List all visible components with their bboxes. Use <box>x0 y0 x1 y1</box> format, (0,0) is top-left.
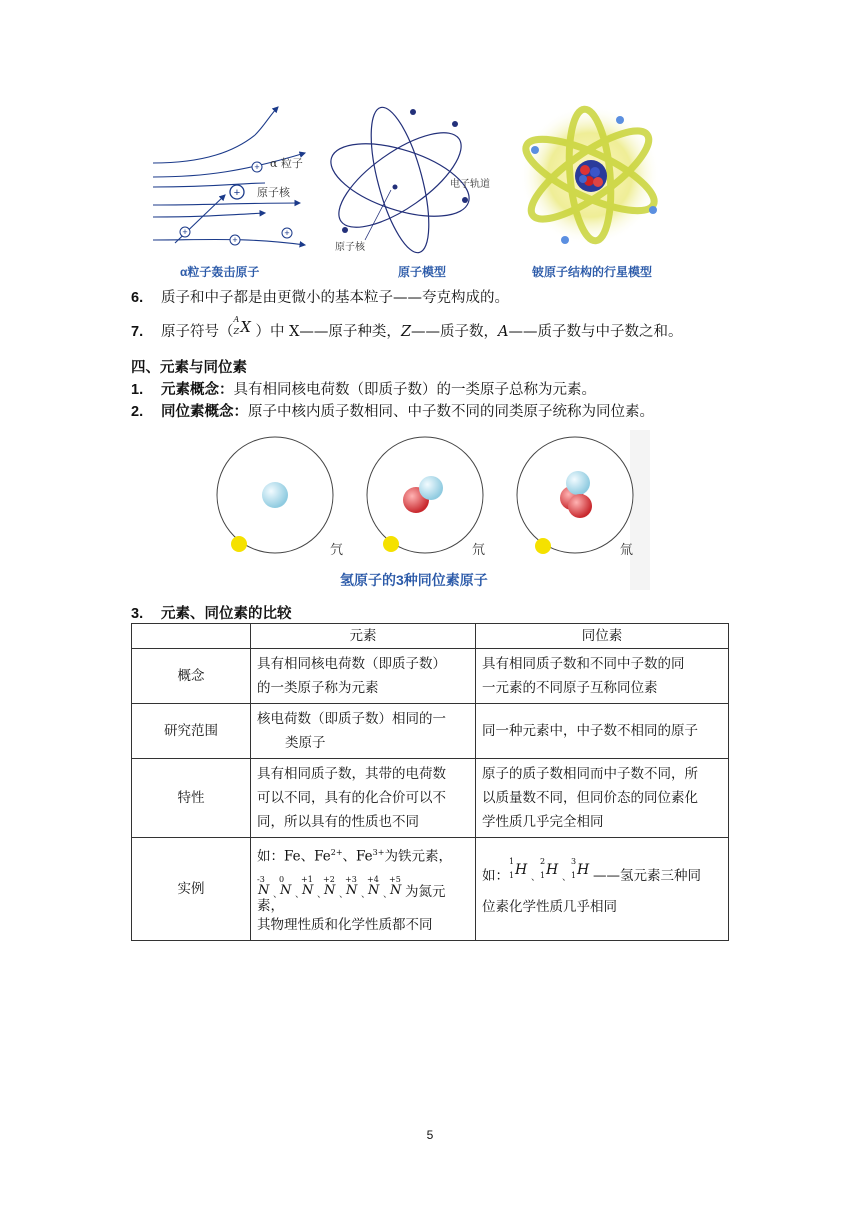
element-symbol: X <box>240 320 251 336</box>
nitrogen-valence-row: -3 N 、 0 N 、 +1 N 、 +2 N 、 +3 N 、 +4 N 、 +5 N 为氮元素， <box>257 874 446 914</box>
separator: 、 <box>562 872 572 883</box>
mass-number: 3 <box>571 857 577 867</box>
table-cell: 原子的质子数相同而中子数不同，所 以质量数不同，但同价态的同位素化 学性质几乎完全相同 <box>476 759 729 838</box>
nucleus-label: 原子核 <box>257 186 290 199</box>
nitrogen-valence-symbol <box>279 873 295 899</box>
mass-number: 2 <box>540 857 546 867</box>
separator: 、 <box>339 889 349 900</box>
hydrogen-isotope-symbol <box>509 857 531 887</box>
hydrogen-isotope-symbol <box>571 857 593 887</box>
atom-nucleus-label: 原子核 <box>335 242 365 253</box>
page-number: 5 <box>426 1128 434 1142</box>
section-4-heading: 四、元素与同位素 <box>131 360 247 376</box>
nitrogen-symbol: N <box>324 882 336 898</box>
table-row <box>132 704 729 759</box>
separator: 、 <box>273 889 283 900</box>
table-cell: 如：Fe、$Fe^{2+}$、$Fe^{3+}$为铁元素， -3 N 、 0 N 、 +1 N 、 +2 N 、 +3 N 、 +4 N 、 +5 N 为氮元素， 其物理性质和化学性质都不同 <box>251 838 476 941</box>
comparison-table <box>131 623 729 941</box>
table-cell: 具有相同质子数和不同中子数的同 一元素的不同原子互称同位素 <box>476 649 729 704</box>
atomic-number-symbol: Z <box>233 327 240 336</box>
nitrogen-symbol: N <box>258 882 270 898</box>
z-text: ——质子数， <box>411 324 499 340</box>
table-header-row <box>132 624 729 649</box>
isotopes-caption: 氢原子的3种同位素原子 <box>340 572 488 588</box>
nitrogen-valence-symbol <box>323 873 339 899</box>
valence-label: +4 <box>367 874 379 884</box>
item-number: 3. <box>131 606 144 622</box>
mass-number: 1 <box>509 857 515 867</box>
item-7-prefix: 原子符号（ <box>161 324 234 340</box>
section-4-item-3 <box>131 602 292 623</box>
item-6 <box>131 286 509 307</box>
nitrogen-symbol: N <box>368 882 380 898</box>
definition-element: 具有相同核电荷数（即质子数）的一类原子总称为元素。 <box>233 382 596 398</box>
definition-isotope: 原子中核内质子数相同、中子数不同的同类原子统称为同位素。 <box>248 404 654 420</box>
valence-label: -3 <box>257 874 265 884</box>
plus-sign: + <box>254 162 260 172</box>
orbit-label: 电子轨道 <box>450 179 490 190</box>
alpha-caption: α粒子轰击原子 <box>180 265 260 279</box>
planetary-caption: 铍原子结构的行星模型 <box>532 265 653 279</box>
hydrogen-symbol: H <box>577 862 590 879</box>
nitrogen-symbol: N <box>280 882 292 898</box>
hydrogen-symbol: H <box>546 862 559 879</box>
tritium-label: 氚 <box>620 543 634 558</box>
planetary-model-figure <box>505 100 665 260</box>
alpha-scattering-figure <box>145 105 315 250</box>
section-4-item-2 <box>131 400 654 421</box>
atomic-number: 1 <box>509 871 515 881</box>
valence-label: +3 <box>345 874 357 884</box>
nitrogen-symbol: N <box>302 882 314 898</box>
hydrogen-symbol: H <box>515 862 528 879</box>
hydrogen-isotopes-figure <box>210 430 650 590</box>
nitrogen-valence-symbol <box>345 873 361 899</box>
section-4-item-1 <box>131 378 596 399</box>
item-number: 2. <box>131 404 144 420</box>
hydrogen-isotope-symbol <box>540 857 562 887</box>
term-element: 元素概念： <box>161 382 234 398</box>
separator: 、 <box>295 889 305 900</box>
table-cell: 具有相同核电荷数（即质子数） 的一类原子称为元素 <box>251 649 476 704</box>
row-label: 研究范围 <box>132 704 251 759</box>
table-row <box>132 649 729 704</box>
hydrogen-isotope-row: 如： 1 1 H 、 2 1 H 、 3 1 H ——氢元素三种同 <box>482 859 722 895</box>
item-6-text: 质子和中子都是由更微小的基本粒子——夸克构成的。 <box>161 290 509 306</box>
z-symbol: Z <box>400 324 412 340</box>
nitrogen-valence-symbol <box>367 873 383 899</box>
valence-label: +1 <box>301 874 313 884</box>
valence-label: +5 <box>389 874 401 884</box>
header-cell <box>132 624 251 649</box>
table-cell: 核电荷数（即质子数）相同的一 类原子 <box>251 704 476 759</box>
mass-number-symbol: A <box>233 315 240 324</box>
separator: 、 <box>531 872 541 883</box>
a-text: ——质子数与中子数之和。 <box>508 324 683 340</box>
term-isotope: 同位素概念： <box>161 404 248 420</box>
nitrogen-symbols <box>257 873 405 899</box>
nitrogen-valence-symbol <box>257 873 273 899</box>
deuterium-label: 氘 <box>472 543 486 558</box>
header-cell: 同位素 <box>476 624 729 649</box>
atomic-number: 1 <box>571 871 577 881</box>
row-label: 概念 <box>132 649 251 704</box>
nitrogen-symbol: N <box>390 882 402 898</box>
valence-label: +2 <box>323 874 335 884</box>
separator: 、 <box>383 889 393 900</box>
item-7-mid: ）中 X——原子种类， <box>255 324 401 340</box>
item-7-number: 7. <box>131 324 144 340</box>
a-symbol: A <box>498 324 509 340</box>
separator: 、 <box>361 889 371 900</box>
row-label: 实例 <box>132 838 251 941</box>
alpha-particle-label: α 粒子 <box>270 157 303 170</box>
comparison-title: 元素、同位素的比较 <box>161 606 292 622</box>
atom-model-figure <box>325 100 495 260</box>
plus-sign: + <box>233 187 241 199</box>
item-number: 1. <box>131 382 144 398</box>
item-6-number: 6. <box>131 290 144 306</box>
protium-label: 氕 <box>330 543 344 558</box>
item-7 <box>131 315 683 341</box>
header-cell: 元素 <box>251 624 476 649</box>
atom-model-caption: 原子模型 <box>398 265 447 279</box>
nitrogen-symbol: N <box>346 882 358 898</box>
table-cell: 具有相同质子数，其带的电荷数 可以不同，具有的化合价可以不 同，所以具有的性质也不同 <box>251 759 476 838</box>
hydrogen-symbols <box>509 857 593 884</box>
table-cell: 同一种元素中，中子数不相同的原子 <box>476 704 729 759</box>
row-label: 特性 <box>132 759 251 838</box>
separator: 、 <box>317 889 327 900</box>
plus-sign: + <box>232 235 238 245</box>
nitrogen-valence-symbol <box>301 873 317 899</box>
valence-label: 0 <box>279 874 285 884</box>
table-cell: 如： 1 1 H 、 2 1 H 、 3 1 H ——氢元素三种同 位素化学性质几乎相同 <box>476 838 729 941</box>
nitrogen-valence-symbol <box>389 873 405 899</box>
plus-sign: + <box>284 228 290 238</box>
nuclide-symbol <box>233 315 256 336</box>
plus-sign: + <box>182 227 188 237</box>
table-row <box>132 759 729 838</box>
table-row <box>132 838 729 941</box>
atomic-number: 1 <box>540 871 546 881</box>
